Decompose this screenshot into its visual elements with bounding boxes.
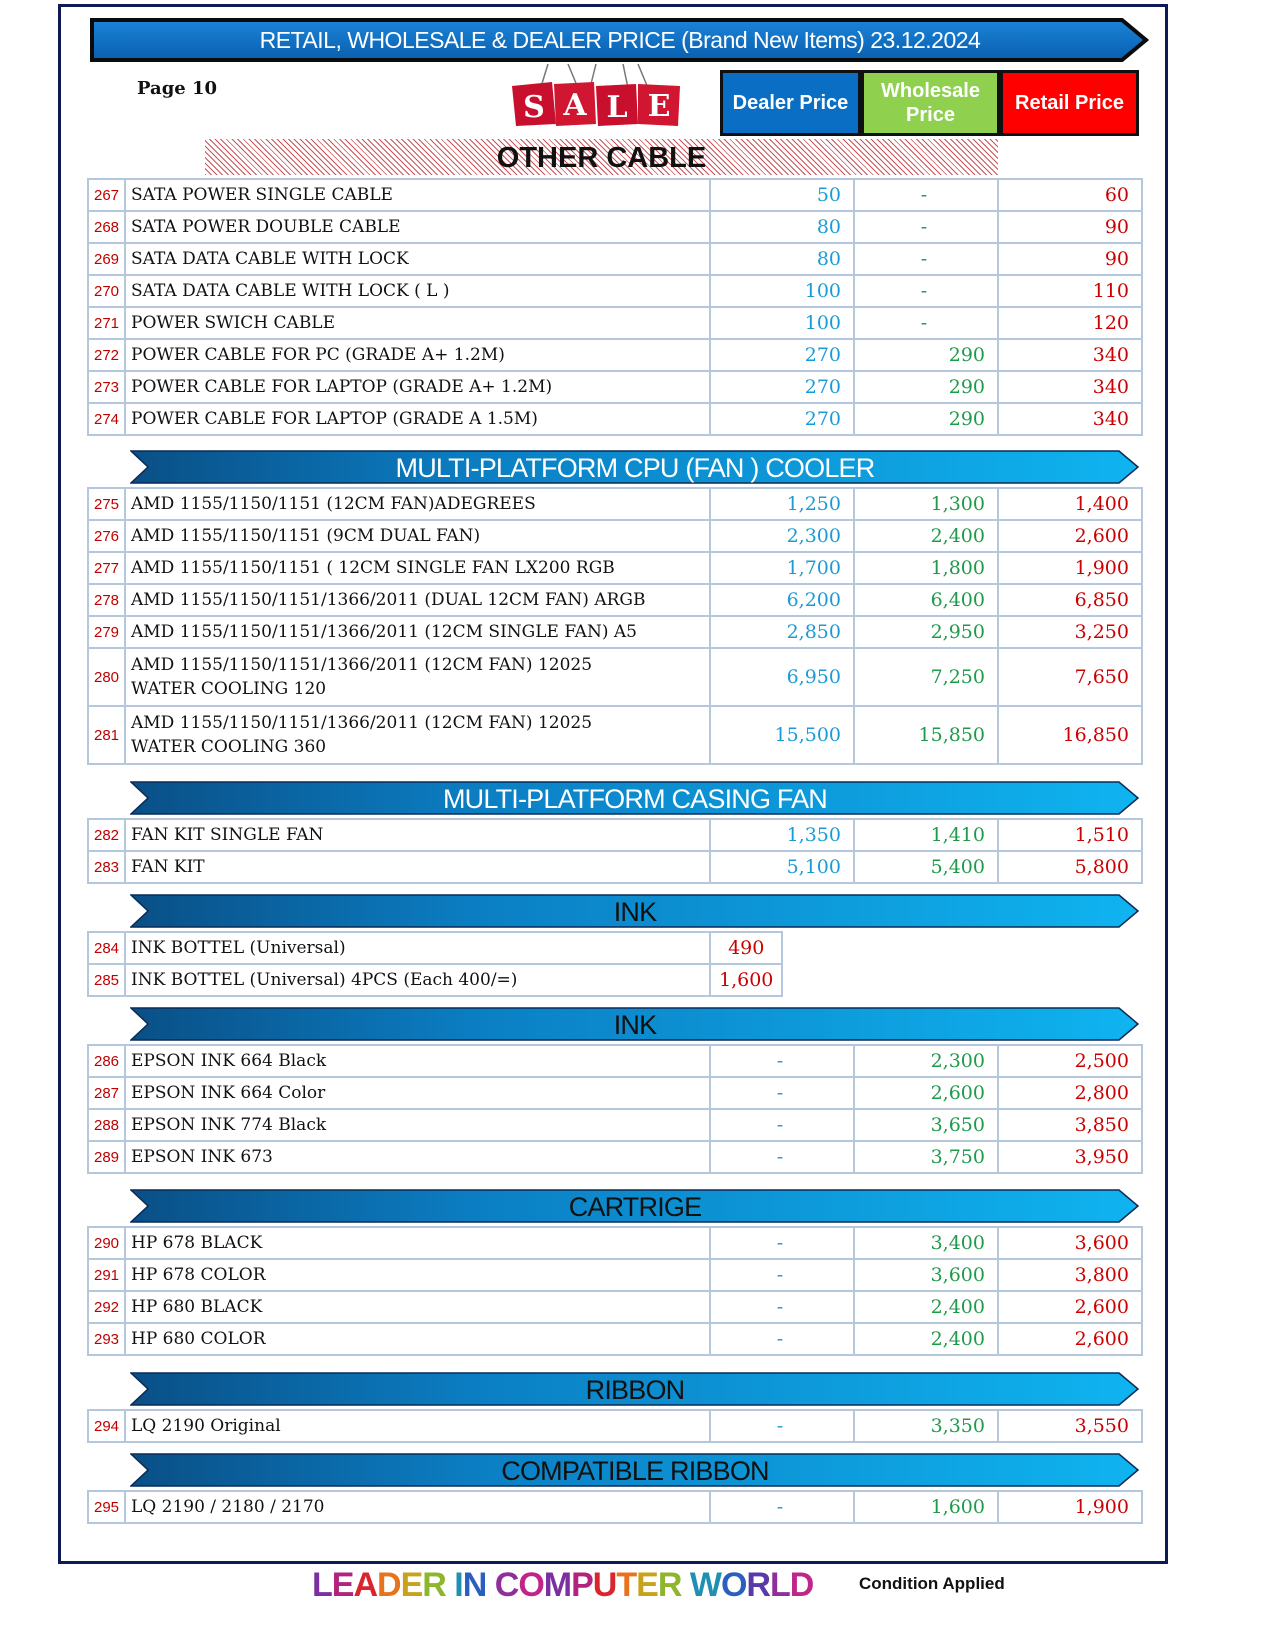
- retail-price: 2,500: [998, 1045, 1142, 1077]
- wholesale-price: 2,400: [854, 520, 998, 552]
- item-name: EPSON INK 774 Black: [125, 1109, 710, 1141]
- item-number: 291: [88, 1259, 125, 1291]
- footer-letter: N: [462, 1566, 487, 1604]
- section-title-compatible-ribbon: COMPATIBLE RIBBON: [501, 1456, 769, 1486]
- table-row: [88, 179, 1142, 211]
- table-row: [88, 1077, 1142, 1109]
- merged-price: 490: [710, 932, 782, 964]
- wholesale-price: 2,600: [854, 1077, 998, 1109]
- table-row: [88, 371, 1142, 403]
- wholesale-price: -: [854, 211, 998, 243]
- item-number: 281: [88, 706, 125, 764]
- table-row: [88, 552, 1142, 584]
- wholesale-price: 3,650: [854, 1109, 998, 1141]
- item-name: INK BOTTEL (Universal) 4PCS (Each 400/=): [125, 964, 710, 996]
- wholesale-price: 15,850: [854, 706, 998, 764]
- section-title-ink-epson: INK: [613, 1010, 657, 1040]
- item-name: [125, 706, 710, 764]
- dealer-price: 270: [710, 371, 854, 403]
- retail-price: 1,900: [998, 1491, 1142, 1523]
- footer-letter: T: [616, 1566, 637, 1604]
- sale-letter-a: A: [563, 88, 587, 123]
- footer-letter: O: [720, 1566, 747, 1604]
- item-number: 275: [88, 488, 125, 520]
- sale-tags-icon: [508, 64, 693, 130]
- retail-price: 90: [998, 243, 1142, 275]
- wholesale-price: 290: [854, 371, 998, 403]
- item-number: 273: [88, 371, 125, 403]
- item-name-line2: WATER COOLING 360: [131, 737, 327, 757]
- item-number: 282: [88, 819, 125, 851]
- footer-letter: O: [518, 1566, 544, 1604]
- wholesale-price: -: [854, 179, 998, 211]
- table-row: [88, 520, 1142, 552]
- table-compatible-ribbon: [87, 1490, 1143, 1524]
- item-number: 285: [88, 964, 125, 996]
- banner-title: RETAIL, WHOLESALE & DEALER PRICE (Brand New Items) 23.12.2024: [259, 27, 981, 53]
- dealer-price: 80: [710, 211, 854, 243]
- item-name: HP 678 COLOR: [125, 1259, 710, 1291]
- footer-letter: E: [636, 1566, 658, 1604]
- sale-letter-l: L: [606, 90, 628, 125]
- table-row: [88, 1045, 1142, 1077]
- table-row: [88, 648, 1142, 706]
- section-banner-casing-fan: [130, 781, 1140, 815]
- item-number: 293: [88, 1323, 125, 1355]
- retail-price: 7,650: [998, 648, 1142, 706]
- item-number: 288: [88, 1109, 125, 1141]
- item-name: AMD 1155/1150/1151/1366/2011 (12CM SINGLE FAN) A5: [125, 616, 710, 648]
- footer-letter: L: [769, 1566, 790, 1604]
- header-wholesale-price: Wholesale Price: [861, 70, 1000, 136]
- table-row: [88, 616, 1142, 648]
- retail-price: 3,800: [998, 1259, 1142, 1291]
- item-name: HP 680 COLOR: [125, 1323, 710, 1355]
- dealer-price: 270: [710, 403, 854, 435]
- top-banner: [90, 18, 1150, 62]
- table-row: [88, 1410, 1142, 1442]
- retail-price: 3,250: [998, 616, 1142, 648]
- item-number: 292: [88, 1291, 125, 1323]
- item-name: HP 680 BLACK: [125, 1291, 710, 1323]
- item-name: HP 678 BLACK: [125, 1227, 710, 1259]
- dealer-price: 6,950: [710, 648, 854, 706]
- table-row: [88, 275, 1142, 307]
- dealer-price: 1,250: [710, 488, 854, 520]
- wholesale-price: 1,600: [854, 1491, 998, 1523]
- dealer-price: -: [710, 1323, 854, 1355]
- dealer-price: -: [710, 1077, 854, 1109]
- dealer-price: -: [710, 1259, 854, 1291]
- retail-price: 60: [998, 179, 1142, 211]
- retail-price: 1,900: [998, 552, 1142, 584]
- item-name: SATA DATA CABLE WITH LOCK: [125, 243, 710, 275]
- table-row: [88, 819, 1142, 851]
- item-name: [125, 648, 710, 706]
- dealer-price: 2,300: [710, 520, 854, 552]
- item-number: 286: [88, 1045, 125, 1077]
- item-name: SATA DATA CABLE WITH LOCK ( L ): [125, 275, 710, 307]
- table-row: [88, 1259, 1142, 1291]
- sale-letter-e: E: [647, 89, 671, 124]
- dealer-price: 100: [710, 275, 854, 307]
- table-row: [88, 851, 1142, 883]
- wholesale-price: 2,400: [854, 1323, 998, 1355]
- retail-price: 340: [998, 371, 1142, 403]
- item-name: AMD 1155/1150/1151 (9CM DUAL FAN): [125, 520, 710, 552]
- table-casing-fan: [87, 818, 1143, 884]
- item-number: 280: [88, 648, 125, 706]
- table-cpu-cooler: [87, 487, 1143, 765]
- table-row: [88, 1141, 1142, 1173]
- retail-price: 6,850: [998, 584, 1142, 616]
- wholesale-price: -: [854, 307, 998, 339]
- item-name: SATA POWER DOUBLE CABLE: [125, 211, 710, 243]
- table-row: [88, 211, 1142, 243]
- item-number: 270: [88, 275, 125, 307]
- item-number: 294: [88, 1410, 125, 1442]
- table-row: [88, 1491, 1142, 1523]
- dealer-price: 2,850: [710, 616, 854, 648]
- section-banner-cpu-cooler: [130, 450, 1140, 484]
- item-name: LQ 2190 / 2180 / 2170: [125, 1491, 710, 1523]
- footer-letter: E: [331, 1566, 354, 1604]
- retail-price: 340: [998, 403, 1142, 435]
- dealer-price: 270: [710, 339, 854, 371]
- wholesale-price: 1,800: [854, 552, 998, 584]
- item-number: 279: [88, 616, 125, 648]
- dealer-price: -: [710, 1410, 854, 1442]
- item-number: 274: [88, 403, 125, 435]
- section-banner-cartrige: [130, 1189, 1140, 1223]
- footer-letter: M: [543, 1566, 572, 1604]
- dealer-price: -: [710, 1045, 854, 1077]
- table-cartrige: [87, 1226, 1143, 1356]
- dealer-price: 6,200: [710, 584, 854, 616]
- section-title-ribbon: RIBBON: [585, 1375, 685, 1405]
- dealer-price: -: [710, 1227, 854, 1259]
- footer-letter: U: [592, 1566, 617, 1604]
- footer-letter: E: [400, 1566, 423, 1604]
- wholesale-price: 7,250: [854, 648, 998, 706]
- retail-price: 2,600: [998, 1323, 1142, 1355]
- item-number: 283: [88, 851, 125, 883]
- header-retail-price: Retail Price: [1000, 70, 1139, 136]
- retail-price: 1,510: [998, 819, 1142, 851]
- item-number: 276: [88, 520, 125, 552]
- item-number: 287: [88, 1077, 125, 1109]
- item-name: AMD 1155/1150/1151 ( 12CM SINGLE FAN LX200 RGB: [125, 552, 710, 584]
- table-row: [88, 584, 1142, 616]
- item-name-line1: AMD 1155/1150/1151/1366/2011 (12CM FAN) 12025: [131, 655, 593, 675]
- dealer-price: 1,700: [710, 552, 854, 584]
- wholesale-price: 5,400: [854, 851, 998, 883]
- footer-letter: D: [377, 1566, 401, 1604]
- footer-letter: D: [789, 1566, 814, 1604]
- wholesale-price: 290: [854, 403, 998, 435]
- wholesale-price: 290: [854, 339, 998, 371]
- wholesale-price: 2,950: [854, 616, 998, 648]
- item-number: 290: [88, 1227, 125, 1259]
- table-row: [88, 1227, 1142, 1259]
- dealer-price: 80: [710, 243, 854, 275]
- item-name: FAN KIT: [125, 851, 710, 883]
- item-name: AMD 1155/1150/1151 (12CM FAN)ADEGREES: [125, 488, 710, 520]
- item-name: EPSON INK 664 Color: [125, 1077, 710, 1109]
- item-number: 295: [88, 1491, 125, 1523]
- table-row: [88, 1291, 1142, 1323]
- table-ink-epson: [87, 1044, 1143, 1174]
- footer-letter: R: [657, 1566, 682, 1604]
- item-number: 289: [88, 1141, 125, 1173]
- footer-slogan: [312, 1566, 813, 1605]
- wholesale-price: 3,750: [854, 1141, 998, 1173]
- footer-letter: A: [353, 1566, 378, 1604]
- item-number: 267: [88, 179, 125, 211]
- item-name-line2: WATER COOLING 120: [131, 679, 327, 699]
- item-name: LQ 2190 Original: [125, 1410, 710, 1442]
- retail-price: 2,600: [998, 520, 1142, 552]
- item-number: 278: [88, 584, 125, 616]
- section-title-cartrige: CARTRIGE: [568, 1192, 702, 1222]
- item-name: POWER SWICH CABLE: [125, 307, 710, 339]
- retail-price: 3,850: [998, 1109, 1142, 1141]
- retail-price: 3,550: [998, 1410, 1142, 1442]
- item-name-line1: AMD 1155/1150/1151/1366/2011 (12CM FAN) 12025: [131, 713, 593, 733]
- retail-price: 2,600: [998, 1291, 1142, 1323]
- table-row: [88, 307, 1142, 339]
- table-row: [88, 1323, 1142, 1355]
- table-row: [88, 403, 1142, 435]
- wholesale-price: -: [854, 275, 998, 307]
- footer-letter: L: [312, 1566, 332, 1604]
- section-title-ink: INK: [613, 897, 657, 927]
- item-number: 268: [88, 211, 125, 243]
- dealer-price: -: [710, 1141, 854, 1173]
- wholesale-price: 6,400: [854, 584, 998, 616]
- wholesale-price: -: [854, 243, 998, 275]
- footer-letter: W: [689, 1566, 721, 1604]
- sale-letter-s: S: [523, 90, 545, 125]
- header-dealer-price: Dealer Price: [720, 70, 861, 136]
- retail-price: 340: [998, 339, 1142, 371]
- table-row: [88, 1109, 1142, 1141]
- item-number: 272: [88, 339, 125, 371]
- item-name: AMD 1155/1150/1151/1366/2011 (DUAL 12CM FAN) ARGB: [125, 584, 710, 616]
- retail-price: 120: [998, 307, 1142, 339]
- dealer-price: -: [710, 1291, 854, 1323]
- other-cable-title-text: OTHER CABLE: [496, 142, 707, 174]
- merged-price: 1,600: [710, 964, 782, 996]
- footer-letter: R: [746, 1566, 770, 1604]
- item-name: POWER CABLE FOR LAPTOP (GRADE A 1.5M): [125, 403, 710, 435]
- table-other-cable: [87, 178, 1143, 436]
- retail-price: 90: [998, 211, 1142, 243]
- retail-price: 1,400: [998, 488, 1142, 520]
- item-name: FAN KIT SINGLE FAN: [125, 819, 710, 851]
- wholesale-price: 3,350: [854, 1410, 998, 1442]
- table-row: [88, 706, 1142, 764]
- table-ink-bottle: [87, 931, 783, 997]
- item-name: EPSON INK 673: [125, 1141, 710, 1173]
- wholesale-price: 3,400: [854, 1227, 998, 1259]
- item-name: EPSON INK 664 Black: [125, 1045, 710, 1077]
- dealer-price: -: [710, 1491, 854, 1523]
- section-title-other-cable: [205, 139, 998, 175]
- section-banner-ribbon: [130, 1372, 1140, 1406]
- dealer-price: 15,500: [710, 706, 854, 764]
- retail-price: 5,800: [998, 851, 1142, 883]
- table-row: [88, 964, 782, 996]
- footer-letter: [681, 1566, 689, 1604]
- table-row: [88, 339, 1142, 371]
- footer-letter: R: [422, 1566, 446, 1604]
- footer-letter: P: [571, 1566, 593, 1604]
- page-number: Page 10: [137, 78, 218, 99]
- table-row: [88, 932, 782, 964]
- item-number: 269: [88, 243, 125, 275]
- section-banner-compatible-ribbon: [130, 1453, 1140, 1487]
- table-row: [88, 488, 1142, 520]
- retail-price: 16,850: [998, 706, 1142, 764]
- sale-tags-logo: [508, 64, 693, 130]
- retail-price: 110: [998, 275, 1142, 307]
- dealer-price: 1,350: [710, 819, 854, 851]
- footer-letter: C: [494, 1566, 519, 1604]
- item-number: 284: [88, 932, 125, 964]
- section-banner-ink: [130, 894, 1140, 928]
- table-ribbon: [87, 1409, 1143, 1443]
- dealer-price: 100: [710, 307, 854, 339]
- section-banner-ink-epson: [130, 1007, 1140, 1041]
- wholesale-price: 2,400: [854, 1291, 998, 1323]
- wholesale-price: 1,410: [854, 819, 998, 851]
- footer-letter: [486, 1566, 494, 1604]
- section-title-cpu-cooler: MULTI-PLATFORM CPU (FAN ) COOLER: [395, 453, 875, 483]
- dealer-price: -: [710, 1109, 854, 1141]
- section-title-casing-fan: MULTI-PLATFORM CASING FAN: [442, 784, 828, 814]
- retail-price: 3,600: [998, 1227, 1142, 1259]
- item-name: POWER CABLE FOR PC (GRADE A+ 1.2M): [125, 339, 710, 371]
- item-name: POWER CABLE FOR LAPTOP (GRADE A+ 1.2M): [125, 371, 710, 403]
- wholesale-price: 2,300: [854, 1045, 998, 1077]
- retail-price: 3,950: [998, 1141, 1142, 1173]
- table-row: [88, 243, 1142, 275]
- footer-letter: I: [454, 1566, 463, 1604]
- dealer-price: 50: [710, 179, 854, 211]
- item-number: 277: [88, 552, 125, 584]
- retail-price: 2,800: [998, 1077, 1142, 1109]
- condition-applied-note: Condition Applied: [859, 1574, 1005, 1593]
- item-name: INK BOTTEL (Universal): [125, 932, 710, 964]
- wholesale-price: 3,600: [854, 1259, 998, 1291]
- item-name: SATA POWER SINGLE CABLE: [125, 179, 710, 211]
- wholesale-price: 1,300: [854, 488, 998, 520]
- item-number: 271: [88, 307, 125, 339]
- dealer-price: 5,100: [710, 851, 854, 883]
